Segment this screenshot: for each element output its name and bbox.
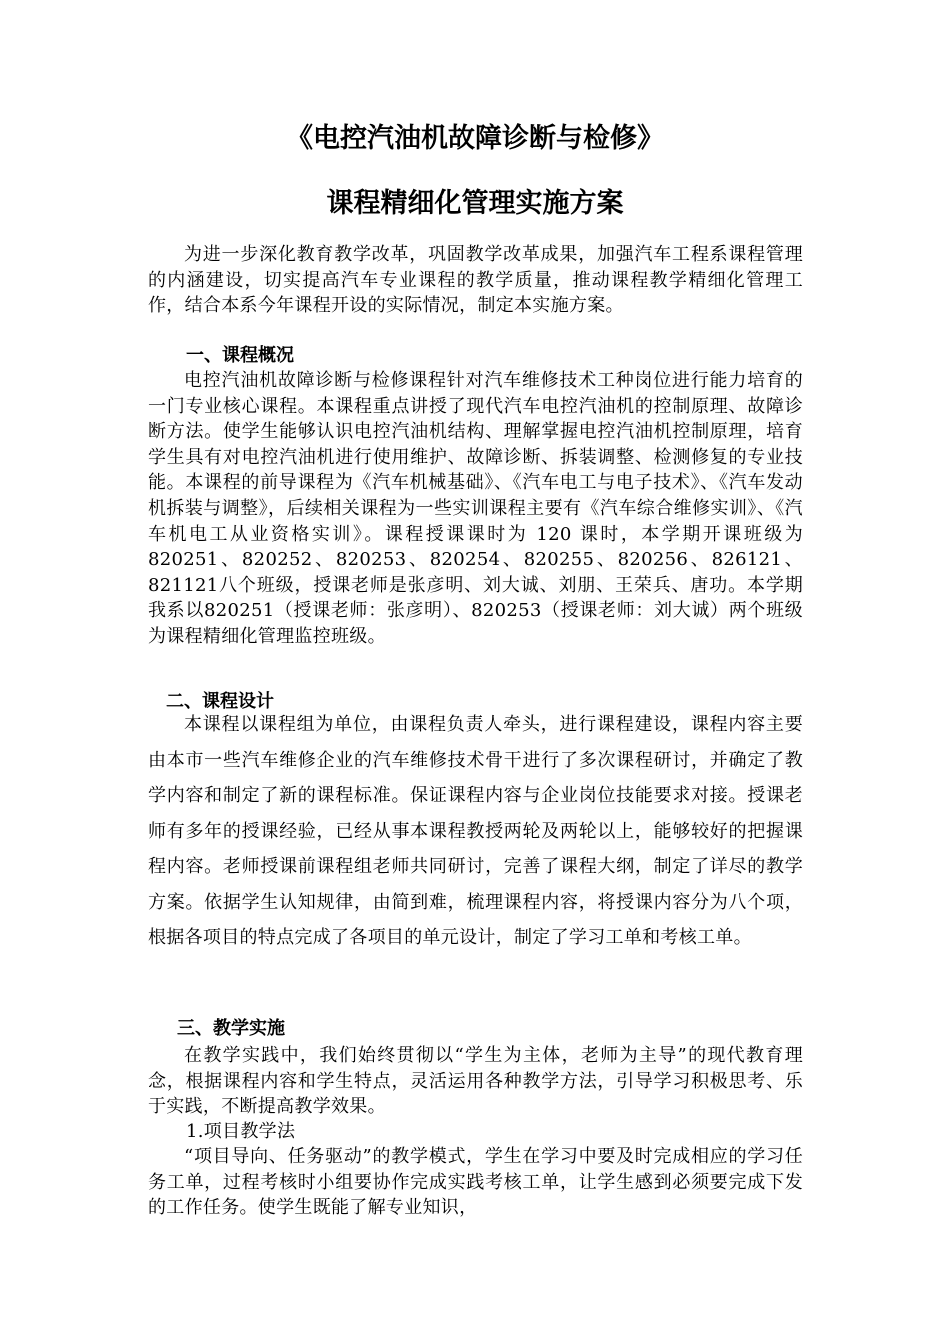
section1-heading: 一、课程概况 — [186, 345, 294, 366]
section2-heading: 二、课程设计 — [166, 691, 274, 712]
subsection1-paragraph: “项目导向、任务驱动”的教学模式，学生在学习中要及时完成相应的学习任务工单，过程考核时小组要协作完成实践考核工单，让学生感到必须要完成下发的工作任务。使学生既能了解专业知识， — [148, 1146, 803, 1219]
section3-paragraph: 在教学实践中，我们始终贯彻以“学生为主体，老师为主导”的现代教育理念，根据课程内容和学生特点，灵活运用各种教学方法，引导学习积极思考、乐于实践，不断提高教学效果。 — [148, 1045, 803, 1118]
subsection1-heading: 1.项目教学法 — [186, 1121, 296, 1142]
section3-heading: 三、教学实施 — [177, 1018, 285, 1039]
section1-paragraph: 电控汽油机故障诊断与检修课程针对汽车维修技术工种岗位进行能力培育的一门专业核心课程。本课程重点讲授了现代汽车电控汽油机的控制原理、故障诊断方法。使学生能够认识电控汽油机结构、理解掌握电控汽油机控制原理，培育学生具有对电控汽油机进行使用维护、故障诊断、拆装调整、检测修复的专业技能。本课程的前导课程为《汽车机械基础》、《汽车电工与电子技术》、《汽车发动机拆装与调整》，后续相关课程为一些实训课程主要有《汽车综合维修实训》、《汽车机电工从业资格实训》。课程授课课时为 120 课时，本学期开课班级为820251、820252、820253、820254、820255、820256、826121、821121八个班级，授课老师是张彦明、刘大诚、刘朋、王荣兵、唐功。本学期我系以820251（授课老师：张彦明）、820253（授课老师：刘大诚）两个班级为课程精细化管理监控班级。 — [148, 370, 803, 647]
document-title: 《电控汽油机故障诊断与检修》 — [286, 123, 664, 154]
section2-paragraph: 本课程以课程组为单位，由课程负责人牵头，进行课程建设，课程内容主要由本市一些汽车维修企业的汽车维修技术骨干进行了多次课程研讨，并确定了教学内容和制定了新的课程标准。保证课程内容与企业岗位技能要求对接。授课老师有多年的授课经验，已经从事本课程教授两轮及两轮以上，能够较好的把握课程内容。老师授课前课程组老师共同研讨，完善了课程大纲，制定了详尽的教学方案。依据学生认知规律，由简到难，梳理课程内容，将授课内容分为八个项，根据各项目的特点完成了各项目的单元设计，制定了学习工单和考核工单。 — [148, 714, 803, 948]
intro-paragraph: 为进一步深化教育教学改革，巩固教学改革成果，加强汽车工程系课程管理的内涵建设，切实提高汽车专业课程的教学质量，推动课程教学精细化管理工作，结合本系今年课程开设的实际情况，制定本实施方案。 — [148, 244, 803, 317]
document-subtitle: 课程精细化管理实施方案 — [326, 188, 624, 219]
